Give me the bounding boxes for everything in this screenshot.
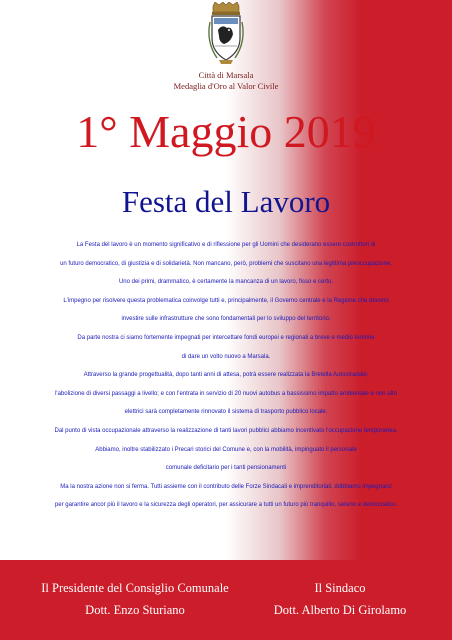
body-line: Uno dei primi, drammatico, è certamente la mancanza di un lavoro, fisso e certo. [118, 279, 334, 286]
page-title: 1° Maggio 2019 [76, 106, 376, 157]
signature-role: Il Presidente del Consiglio Comunale [41, 581, 229, 595]
body-line: di dare un volto nuovo a Marsala. [181, 353, 271, 360]
page-subtitle: Festa del Lavoro [121, 184, 331, 219]
body-line: Attraverso la grande progettualità, dopo tanti anni di attesa, potrà essere realizzata la Bretella Autostradale; [83, 372, 369, 379]
body-line: Abbiamo, inoltre stabilizzato i Precari storici del Comune e, con la mobilità, impinguato il personale [95, 446, 357, 453]
body-line: per garantire ancor più il lavoro e la sicurezza degli operatori, per assicurare a tutti un futuro più tranquillo, sereno e democratico. [54, 502, 398, 509]
signature-name: Dott. Enzo Sturiano [85, 603, 185, 617]
body-line: Dal punto di vista occupazionale attraverso la realizzazione di tanti lavori pubblici abbiamo incentivato l'occupazione temporanea. [54, 427, 398, 434]
body-line: un futuro democratico, di giustizia e di solidarietà. Non mancano, però, problemi che suscitano una legittima preoccupazione. [60, 260, 392, 267]
body-line: Ma la nostra azione non si ferma. Tutti assieme con il contributo delle Forze Sindacali e imprenditoriali, dobbiamo impegnarci [60, 483, 392, 490]
body-line: L'impegno per risolvere questa problematica coinvolge tutti e, principalmente, il Governo centrale e la Regione che devono [63, 297, 389, 304]
signature-role: Il Sindaco [314, 581, 366, 595]
body-line: Da parte nostra ci siamo fortemente impegnati per intercettare fondi europei e regionali a breve e medio termine [77, 334, 375, 341]
message-body [0, 236, 452, 515]
body-line: elettrici sarà completamente rinnovato il sistema di trasporto pubblico locale. [124, 409, 328, 416]
body-line: comunale deficitario per i tanti pensionamenti [165, 465, 287, 472]
signature-mayor [250, 577, 430, 621]
marsala-coat-of-arms-icon [205, 2, 247, 66]
signature-name: Dott. Alberto Di Girolamo [273, 603, 407, 617]
city-header [0, 70, 452, 92]
signature-president [20, 577, 250, 621]
body-line: l'abolizione di diversi passaggi a livello; e con l'entrata in servizio di 20 nuovi autobus a bassissimo impatto ambientale e non altri [55, 390, 397, 397]
body-line: La Festa del lavoro è un momento significativo e di riflessione per gli Uomini che desiderano essere costruttori di [76, 242, 376, 248]
city-name: Città di Marsala [198, 70, 254, 80]
body-line: investire sulle infrastrutture che sono fondamentali per lo sviluppo del territorio. [121, 316, 331, 323]
city-honor: Medaglia d'Oro al Valor Civile [173, 81, 279, 91]
